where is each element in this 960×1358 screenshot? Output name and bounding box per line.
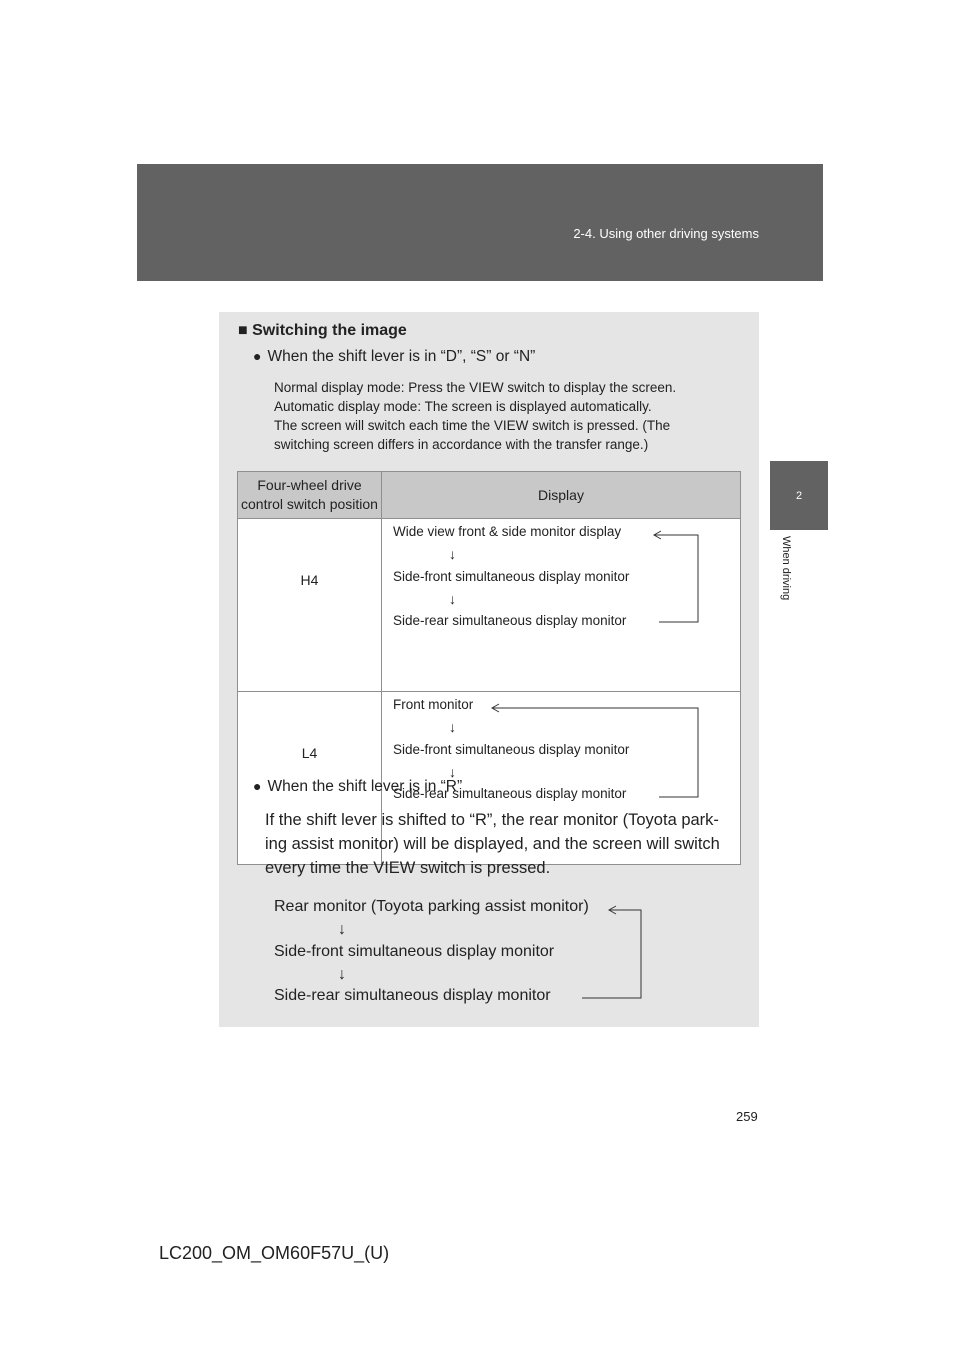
page-number: 259: [736, 1109, 758, 1124]
arrow-down-icon: ↓: [449, 764, 456, 780]
arrow-down-icon: ↓: [449, 719, 456, 735]
arrow-down-icon: ↓: [338, 921, 346, 938]
section-heading: [238, 322, 407, 340]
table-header-row: [238, 472, 741, 519]
heading-text: Switching the image: [252, 322, 407, 339]
sequence-item: Side-front simultaneous display monitor: [274, 943, 555, 960]
display-sequence-cell: [382, 519, 741, 692]
sequence-item: Front monitor: [393, 697, 474, 712]
table-row: [238, 519, 741, 692]
arrow-down-icon: ↓: [449, 546, 456, 562]
intro-line: switching screen differs in accordance with the transfer range.): [274, 437, 649, 452]
chapter-header-bar: [137, 164, 823, 281]
arrow-down-icon: ↓: [338, 966, 346, 983]
sequence-item: Side-rear simultaneous display monitor: [274, 987, 551, 1004]
intro-line: Normal display mode: Press the VIEW switch to display the screen.: [274, 380, 677, 395]
display-mode-table: [237, 471, 741, 865]
position-cell: H4: [238, 519, 382, 692]
bullet-text: When the shift lever is in “D”, “S” or “N”: [267, 348, 536, 365]
loop-back-arrow-icon: [260, 890, 660, 1010]
reverse-display-sequence: [260, 890, 660, 1010]
bullet-dot-icon: ●: [253, 348, 262, 364]
chapter-tab: [770, 461, 828, 530]
body-line: If the shift lever is shifted to “R”, the rear monitor (Toyota park-: [265, 811, 719, 829]
chapter-section-title: 2-4. Using other driving systems: [573, 226, 759, 241]
sequence-item: Side-front simultaneous display monitor: [393, 569, 630, 584]
chapter-tab-label: When driving: [780, 536, 792, 601]
arrow-down-icon: ↓: [449, 591, 456, 607]
sequence-item: Wide view front & side monitor display: [393, 524, 622, 539]
display-sequence: [382, 519, 740, 639]
loop-back-arrow-icon: [382, 519, 742, 639]
body-line: ing assist monitor) will be displayed, and the screen will switch: [265, 835, 720, 853]
heading-square-marker: ■: [238, 322, 248, 339]
bullet-text: When the shift lever is in “R”: [267, 778, 463, 795]
intro-line: The screen will switch each time the VIEW switch is pressed. (The: [274, 418, 671, 433]
bullet-reverse-lever: [253, 778, 462, 796]
bullet-drive-lever: [253, 348, 535, 366]
col-header-display: Display: [382, 472, 741, 519]
intro-line: Automatic display mode: The screen is displayed automatically.: [274, 399, 652, 414]
intro-paragraph: [274, 378, 738, 454]
sequence-item: Side-rear simultaneous display monitor: [393, 613, 627, 628]
sequence-item: Rear monitor (Toyota parking assist monitor): [274, 898, 589, 915]
sequence-item: Side-rear simultaneous display monitor: [393, 786, 627, 801]
chapter-number: 2: [795, 490, 803, 502]
body-line: every time the VIEW switch is pressed.: [265, 859, 551, 877]
sequence-item: Side-front simultaneous display monitor: [393, 742, 630, 757]
bullet-dot-icon: ●: [253, 778, 262, 794]
position-cell: L4: [238, 692, 382, 865]
reverse-description: [265, 808, 737, 880]
document-code: LC200_OM_OM60F57U_(U): [159, 1243, 390, 1263]
col-header-switch-position: Four-wheel drive control switch position: [238, 472, 382, 519]
